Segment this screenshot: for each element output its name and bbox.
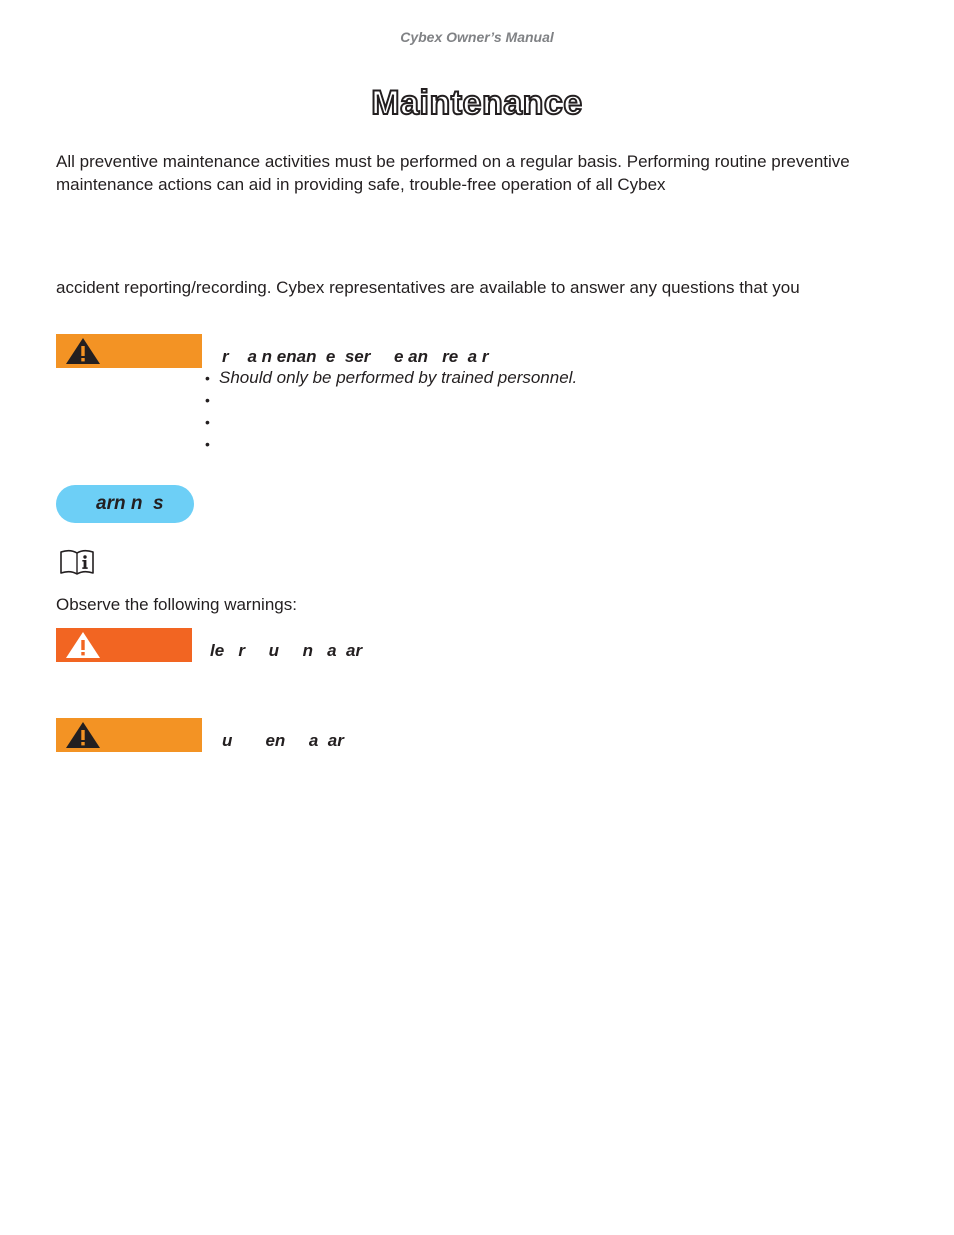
caution-hazard-bar [56,718,202,752]
warning-triangle-icon [65,631,101,659]
list-item: • Should only be performed by trained personnel. [205,368,578,387]
intro-paragraph: All preventive maintenance activities must be performed on a regular basis. Performing routine preventive maintenance actions can aid in providing safe, trouble-free operation of all Cybex [56,152,850,194]
warning-triangle-icon [65,337,101,365]
list-item: • [205,414,210,430]
manual-info-icon [59,548,95,581]
running-header: Cybex Owner’s Manual [400,29,554,45]
warning-item-text: le r u n a ar [210,641,363,660]
observe-warnings-text: Observe the following warnings: [56,595,297,614]
caution-heading: r a n enan e ser e an re a r [222,347,489,366]
warnings-section-label: arn n s [56,485,194,523]
intro-paragraph-continued: accident reporting/recording. Cybex representatives are available to answer any questions that you [56,278,800,297]
warning-triangle-icon [65,721,101,749]
caution-hazard-bar [56,334,202,368]
list-item: • [205,392,210,408]
page-title: Maintenance [371,84,583,122]
warning-hazard-bar [56,628,192,662]
caution-bullet-list [205,367,577,455]
warning-item-text: u en a ar [222,731,344,750]
list-item: • [205,436,210,452]
